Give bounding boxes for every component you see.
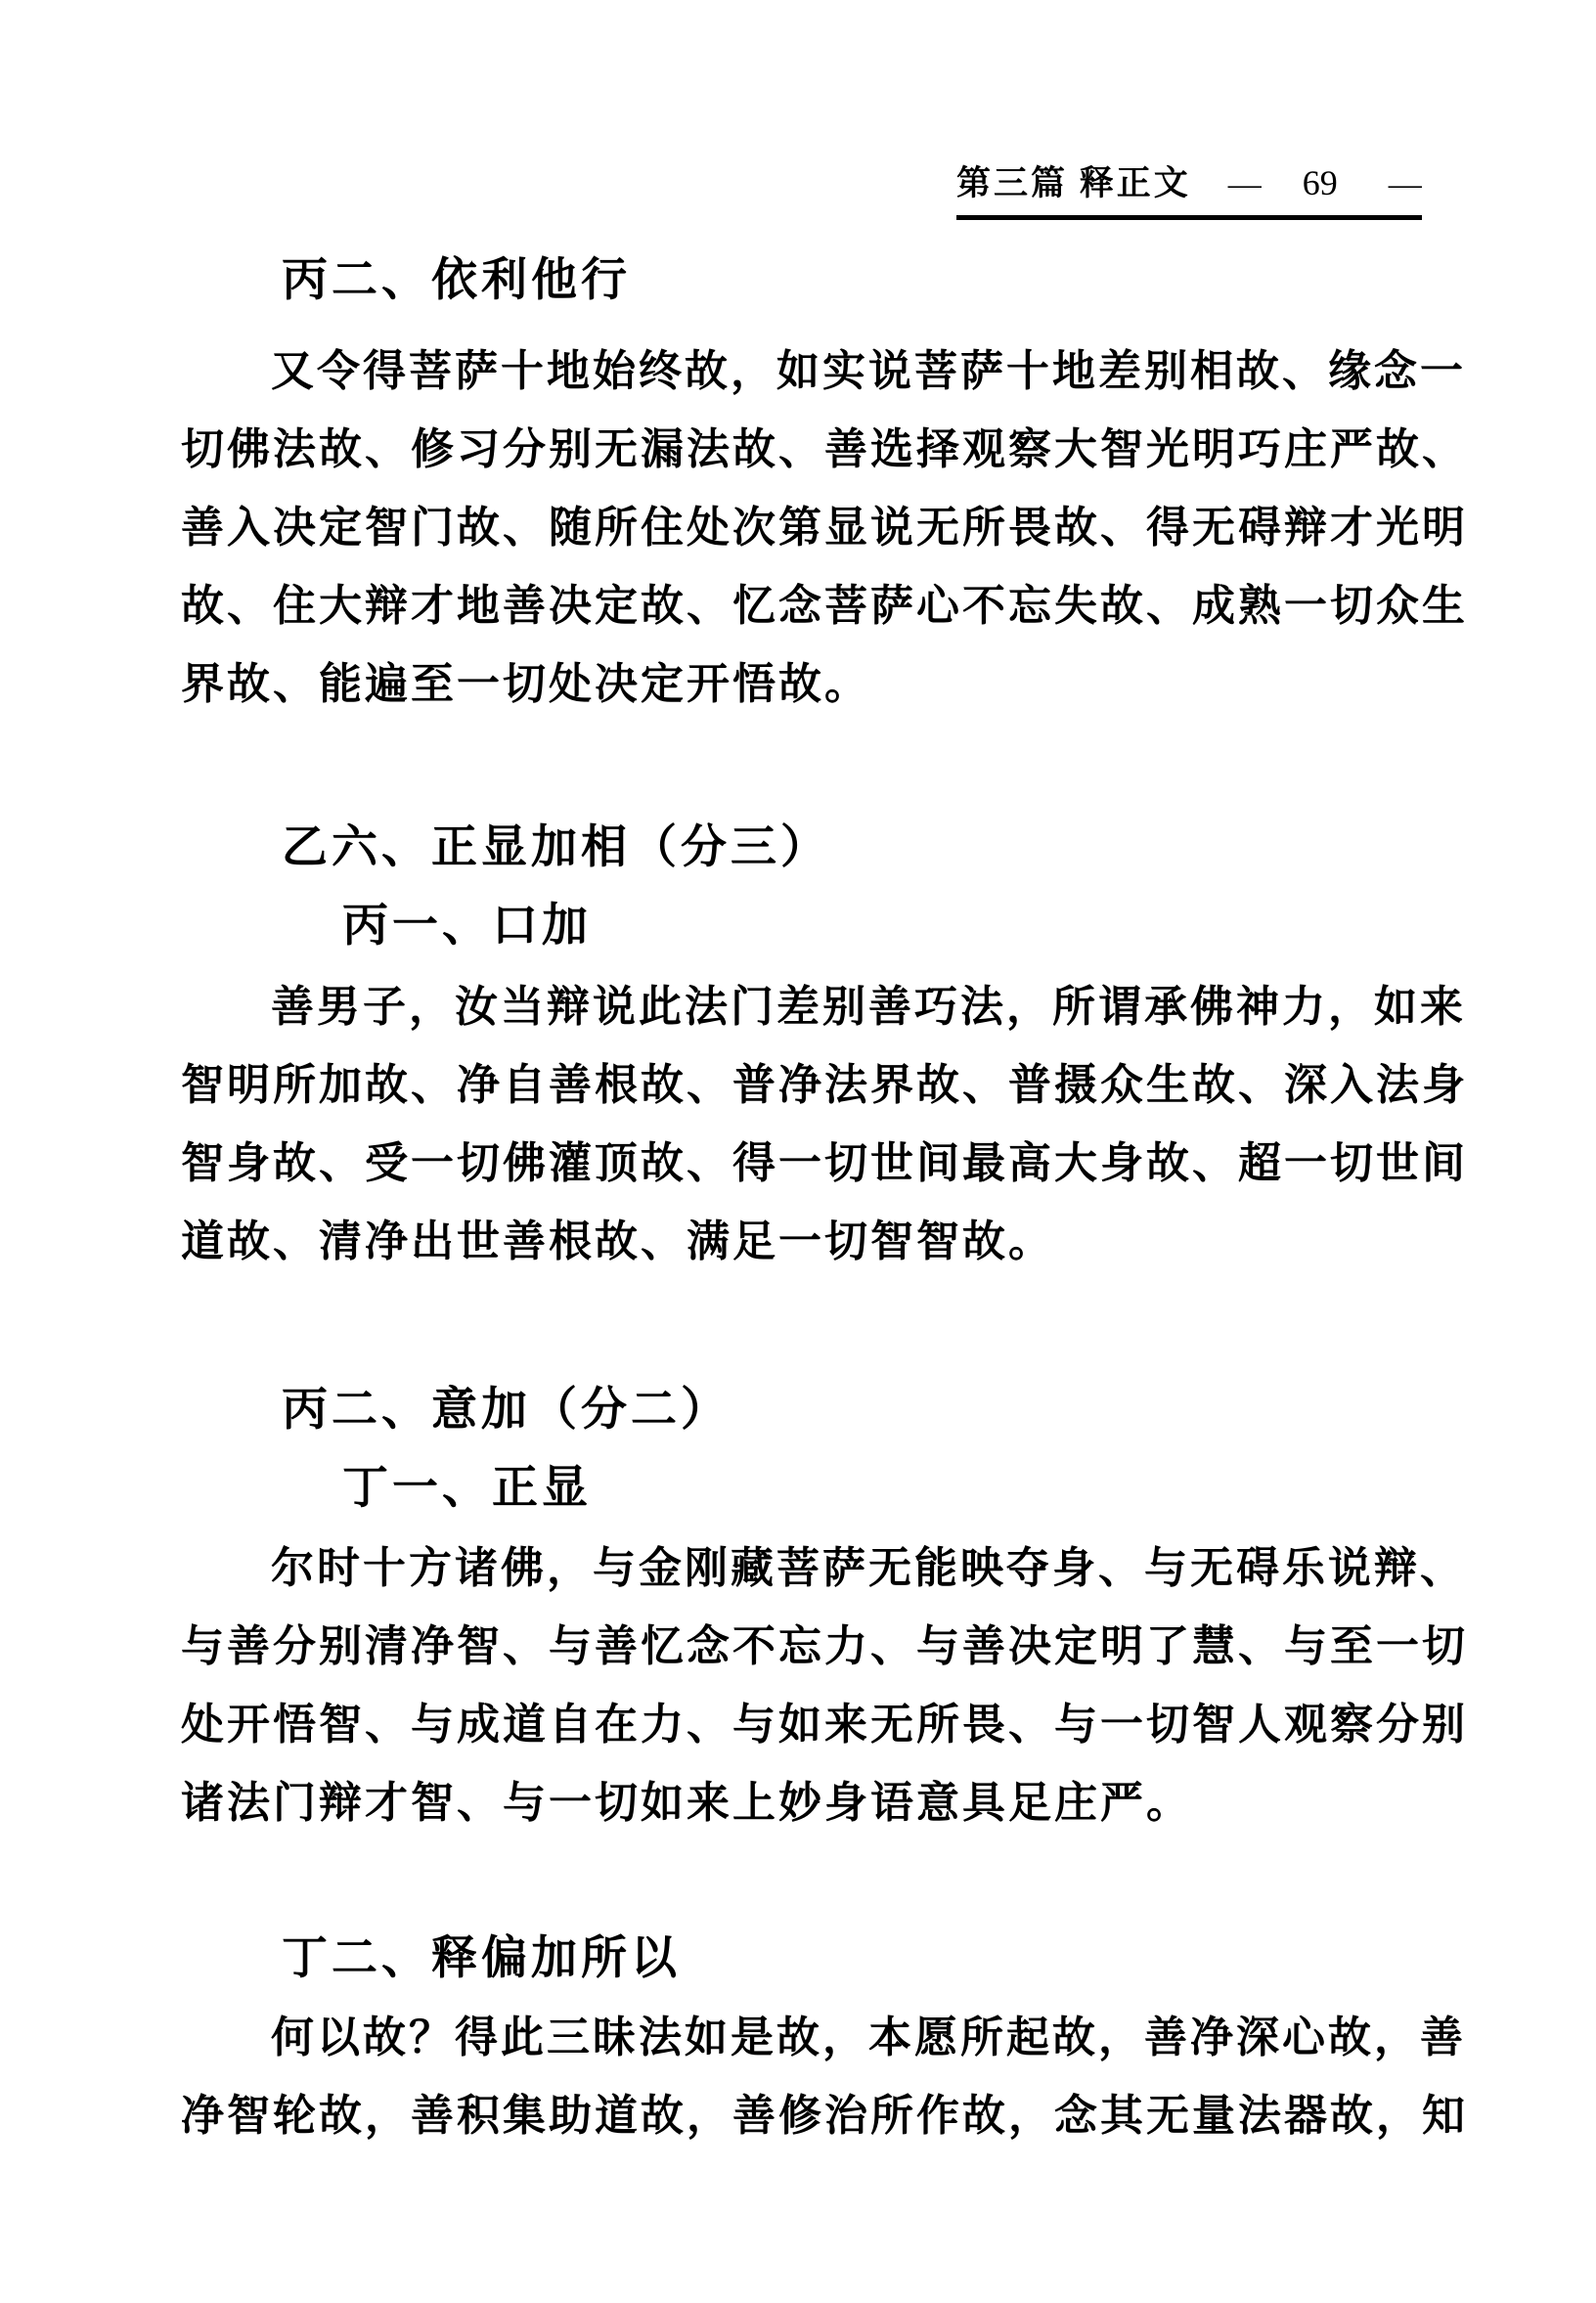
text-line: 善男子，汝当辩说此法门差别善巧法，所谓承佛神力，如来 xyxy=(271,983,1466,1031)
text-line: 何以故？得此三昧法如是故，本愿所起故，善净深心故，善 xyxy=(271,2014,1466,2061)
text-line: 善入决定智门故、随所住处次第显说无所畏故、得无碍辩才光明 xyxy=(181,504,1468,552)
header-dash-right: — xyxy=(1388,166,1422,202)
text-line: 智明所加故、净自善根故、普净法界故、普摄众生故、深入法身 xyxy=(181,1061,1468,1109)
paragraph-2 xyxy=(181,968,1468,1281)
heading-bing2-yijia: 丙二、意加（分二） xyxy=(282,1385,731,1436)
text-line: 故、住大辩才地善决定故、忆念菩萨心不忘失故、成熟一切众生 xyxy=(181,582,1468,630)
text-line: 切佛法故、修习分别无漏法故、善选择观察大智光明巧庄严故、 xyxy=(181,425,1468,473)
text-line: 又令得菩萨十地始终故，如实说菩萨十地差别相故、缘念一 xyxy=(271,347,1466,395)
heading-bing1-koujia: 丙一、口加 xyxy=(342,901,592,952)
text-line: 与善分别清净智、与善忆念不忘力、与善决定明了慧、与至一切 xyxy=(181,1622,1468,1670)
page-number: 69 xyxy=(1302,163,1338,202)
text-line: 智身故、受一切佛灌顶故、得一切世间最高大身故、超一切世间 xyxy=(181,1139,1468,1187)
paragraph-3 xyxy=(181,1529,1468,1842)
text-line: 净智轮故，善积集助道故，善修治所作故，念其无量法器故，知 xyxy=(181,2092,1468,2140)
page-header xyxy=(956,156,1422,220)
text-line: 道故、清净出世善根故、满足一切智智故。 xyxy=(181,1218,1054,1265)
heading-yi6-zhengxianjiaxiang: 乙六、正显加相（分三） xyxy=(282,822,830,873)
chapter-title: 第三篇 释正文 xyxy=(956,164,1191,202)
text-line: 尔时十方诸佛，与金刚藏菩萨无能映夺身、与无碍乐说辩、 xyxy=(271,1544,1466,1592)
paragraph-1 xyxy=(181,332,1468,724)
text-line: 界故、能遍至一切处决定开悟故。 xyxy=(181,660,870,708)
heading-ding2-shipianjiasuoyi: 丁二、释偏加所以 xyxy=(282,1933,681,1984)
text-line: 处开悟智、与成道自在力、与如来无所畏、与一切智人观察分别 xyxy=(181,1701,1468,1749)
text-line: 诸法门辩才智、与一切如来上妙身语意具足庄严。 xyxy=(181,1779,1192,1827)
paragraph-4 xyxy=(181,1999,1468,2155)
heading-ding1-zhengxian: 丁一、正显 xyxy=(342,1463,592,1514)
header-dash-left: — xyxy=(1227,166,1262,202)
heading-bing2-yilitaxing: 丙二、依利他行 xyxy=(282,255,631,306)
